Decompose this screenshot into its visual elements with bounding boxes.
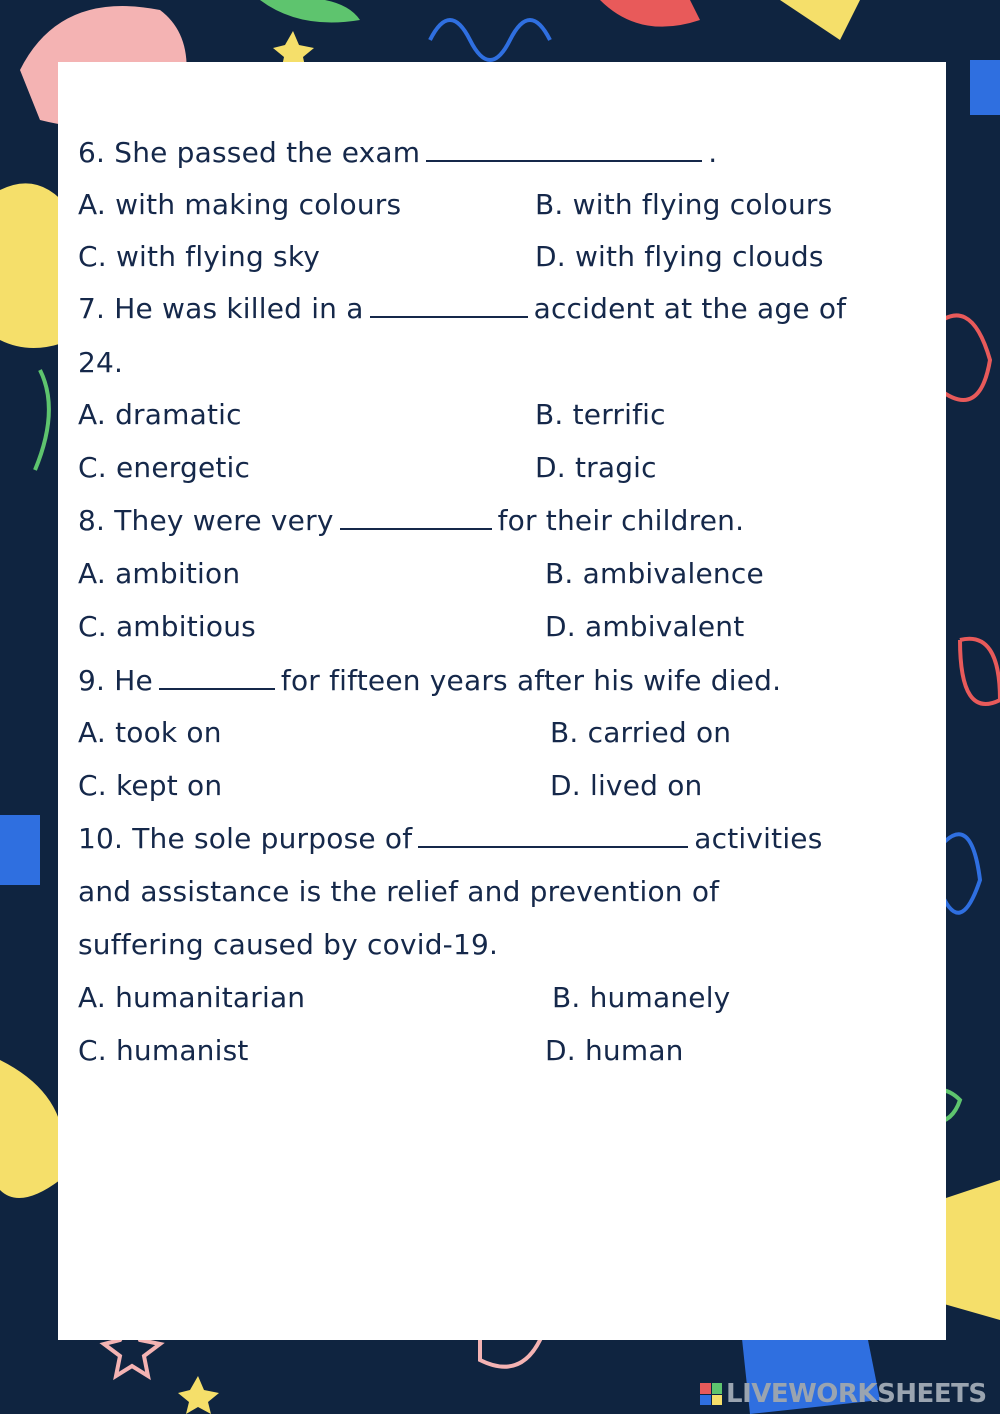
question-8-option-b[interactable]: B. ambivalence — [545, 557, 764, 590]
liveworksheets-logo-icon — [700, 1383, 722, 1405]
question-7-option-c[interactable]: C. energetic — [78, 451, 251, 484]
question-9-option-d[interactable]: D. lived on — [550, 769, 703, 802]
question-9-stem: 9. He for fifteen years after his wife died. — [78, 664, 782, 697]
question-7-option-a[interactable]: A. dramatic — [78, 398, 242, 431]
question-10-option-d[interactable]: D. human — [545, 1034, 684, 1067]
question-7-stem: 7. He was killed in a accident at the age of — [78, 292, 847, 325]
question-10-option-a[interactable]: A. humanitarian — [78, 981, 306, 1014]
answer-blank[interactable] — [159, 664, 275, 690]
question-8-option-a[interactable]: A. ambition — [78, 557, 241, 590]
answer-blank[interactable] — [340, 504, 492, 530]
question-10-stem-line-3: suffering caused by covid-19. — [78, 928, 499, 961]
question-8-option-c[interactable]: C. ambitious — [78, 610, 256, 643]
question-7-option-b[interactable]: B. terrific — [535, 398, 666, 431]
brand-name: LIVEWORKSHEETS — [726, 1379, 987, 1409]
question-6-option-d[interactable]: D. with flying clouds — [535, 240, 824, 273]
answer-blank[interactable] — [426, 136, 702, 162]
question-6-option-b[interactable]: B. with flying colours — [535, 188, 833, 221]
question-9-option-a[interactable]: A. took on — [78, 716, 222, 749]
question-8-stem: 8. They were very for their children. — [78, 504, 745, 537]
answer-blank[interactable] — [418, 822, 688, 848]
question-10-option-b[interactable]: B. humanely — [552, 981, 731, 1014]
question-8-option-d[interactable]: D. ambivalent — [545, 610, 745, 643]
question-10-option-c[interactable]: C. humanist — [78, 1034, 249, 1067]
liveworksheets-watermark — [700, 1378, 987, 1410]
question-6-stem: 6. She passed the exam . — [78, 136, 718, 169]
question-9-option-b[interactable]: B. carried on — [550, 716, 732, 749]
question-7-option-d[interactable]: D. tragic — [535, 451, 657, 484]
question-6-option-a[interactable]: A. with making colours — [78, 188, 402, 221]
question-10-stem: 10. The sole purpose of activities — [78, 822, 823, 855]
question-10-stem-line-2: and assistance is the relief and prevention of — [78, 875, 720, 908]
answer-blank[interactable] — [370, 292, 528, 318]
question-9-option-c[interactable]: C. kept on — [78, 769, 223, 802]
question-7-stem-continued: 24. — [78, 346, 124, 379]
question-6-option-c[interactable]: C. with flying sky — [78, 240, 321, 273]
